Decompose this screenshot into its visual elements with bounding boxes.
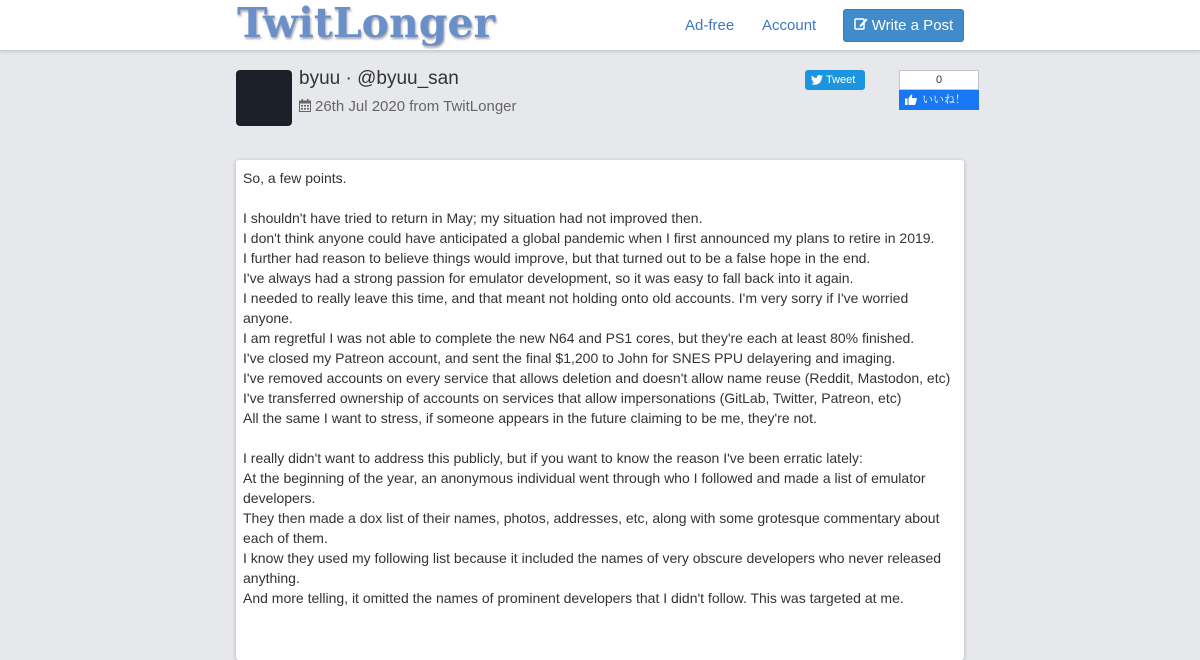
like-count: 0 <box>899 70 979 90</box>
facebook-like-widget <box>899 70 979 110</box>
post-line: I shouldn't have tried to return in May; my situation had not improved then. <box>243 210 703 226</box>
post-line: They then made a dox list of their names, photos, addresses, etc, along with some grotesque commentary about each of them. <box>243 510 940 546</box>
post-meta <box>299 98 517 116</box>
avatar[interactable] <box>236 70 292 126</box>
write-post-button[interactable] <box>843 9 964 42</box>
post-line: I needed to really leave this time, and that meant not holding onto old accounts. I'm very sorry if I've worried anyone. <box>243 290 909 326</box>
nav-ad-free-link[interactable]: Ad-free <box>685 17 735 34</box>
post-line: I don't think anyone could have anticipated a global pandemic when I first announced my plans to retire in 2019. <box>243 230 935 246</box>
post-line: I know they used my following list because it included the names of very obscure developers who never released anything. <box>243 550 942 586</box>
post-line: All the same I want to stress, if someone appears in the future claiming to be me, they're not. <box>243 410 817 426</box>
nav-account-link[interactable]: Account <box>762 17 817 34</box>
blank-line <box>243 428 957 448</box>
twitter-bird-icon <box>811 75 823 85</box>
author-name[interactable]: byuu · @byuu_san <box>299 68 459 89</box>
post-line: I really didn't want to address this publicly, but if you want to know the reason I've been erratic lately: <box>243 450 863 466</box>
post-line: I've transferred ownership of accounts on services that allow impersonations (GitLab, Twitter, Patreon, etc) <box>243 390 902 406</box>
post-line: I further had reason to believe things would improve, but that turned out to be a false hope in the end. <box>243 250 871 266</box>
post-line: I've closed my Patreon account, and sent the final $1,200 to John for SNES PPU delayering and imaging. <box>243 350 896 366</box>
like-label: いいね！ <box>922 94 967 106</box>
post-date: 26th Jul 2020 from TwitLonger <box>315 98 517 115</box>
edit-icon <box>854 10 868 41</box>
like-button[interactable] <box>899 90 979 110</box>
write-post-label: Write a Post <box>871 17 954 34</box>
post-line: I've always had a strong passion for emulator development, so it was easy to fall back into it again. <box>243 270 854 286</box>
calendar-icon <box>299 99 311 116</box>
top-navbar <box>0 0 1200 51</box>
twitlonger-logo[interactable]: TwitLonger <box>237 0 496 47</box>
post-line: So, a few points. <box>243 170 347 186</box>
post-line: And more telling, it omitted the names of prominent developers that I didn't follow. This was targeted at me. <box>243 590 904 606</box>
post-line: I am regretful I was not able to complete the new N64 and PS1 cores, but they're each at least 80% finished. <box>243 330 915 346</box>
thumbs-up-icon <box>905 94 917 105</box>
post-line: I've removed accounts on every service that allows deletion and doesn't allow name reuse (Reddit, Mastodon, etc) <box>243 370 951 386</box>
blank-line <box>243 188 957 208</box>
post-line: At the beginning of the year, an anonymous individual went through who I followed and made a list of emulator developers. <box>243 470 926 506</box>
tweet-button[interactable] <box>805 70 865 90</box>
post-body <box>236 160 964 660</box>
tweet-label: Tweet <box>826 74 856 86</box>
